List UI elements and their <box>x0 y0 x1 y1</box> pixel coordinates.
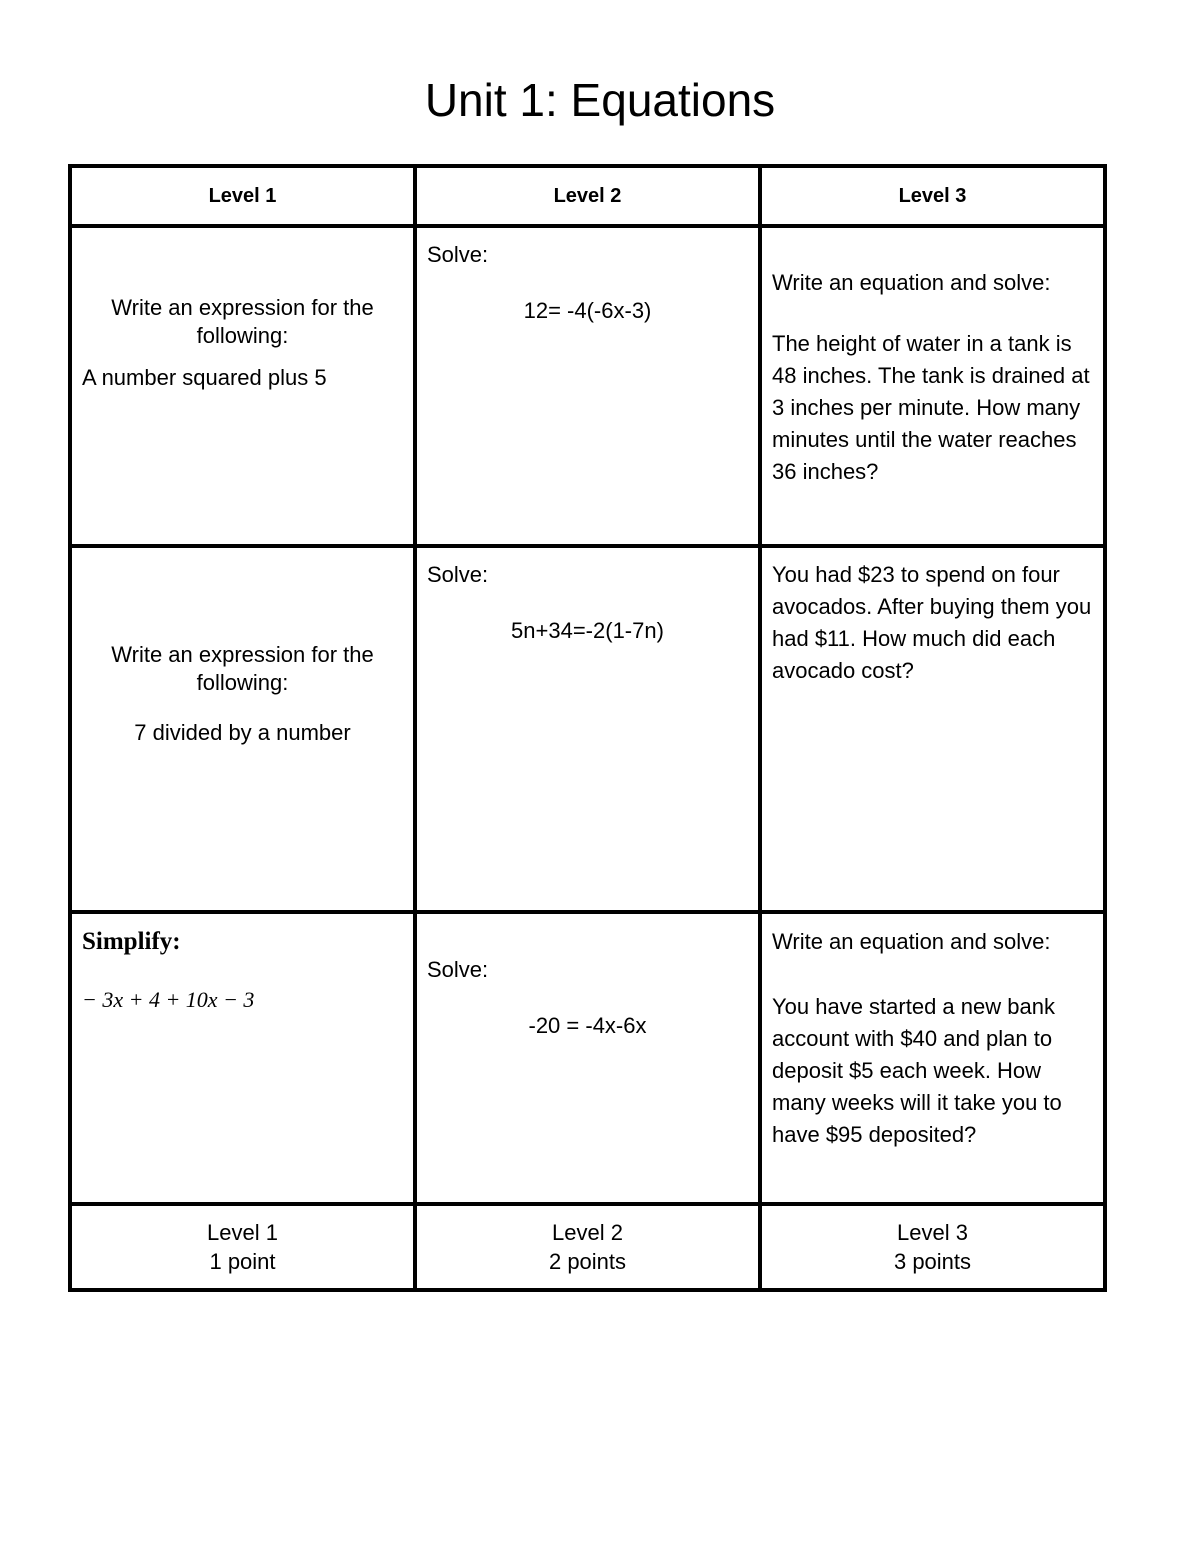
footer-points: 1 point <box>209 1249 276 1274</box>
solve-label: Solve: <box>427 957 489 982</box>
solve-label: Solve: <box>427 242 489 267</box>
table-row <box>70 226 1105 546</box>
footer-level-3 <box>760 1204 1105 1290</box>
header-level-3: Level 3 <box>760 166 1105 226</box>
expression-prompt: Write an expression for the following: <box>111 642 374 695</box>
cell-r3-level-3 <box>760 912 1105 1204</box>
header-level-2: Level 2 <box>415 166 760 226</box>
footer-points: 3 points <box>893 1249 972 1274</box>
expression-item: A number squared plus 5 <box>82 365 327 390</box>
footer-points: 2 points <box>548 1249 627 1274</box>
word-problem-intro: Write an equation and solve: <box>772 270 1051 295</box>
simplify-expression: − 3x + 4 + 10x − 3 <box>82 987 255 1012</box>
levels-table <box>68 164 1107 1292</box>
footer-level-2 <box>415 1204 760 1290</box>
expression-item: 7 divided by a number <box>134 720 351 745</box>
word-problem-intro: Write an equation and solve: <box>772 929 1051 954</box>
cell-r2-level-1 <box>70 546 415 912</box>
table-row <box>70 546 1105 912</box>
table-row <box>70 912 1105 1204</box>
cell-r3-level-1 <box>70 912 415 1204</box>
simplify-label: Simplify: <box>82 928 181 955</box>
cell-r1-level-3 <box>760 226 1105 546</box>
word-problem: The height of water in a tank is 48 inches. The tank is drained at 3 inches per minute. How many minutes until the water reaches 36 inches? <box>772 331 1090 484</box>
expression-prompt: Write an expression for the following: <box>111 295 374 348</box>
equation: 12= -4(-6x-3) <box>523 298 652 323</box>
cell-r1-level-2 <box>415 226 760 546</box>
header-level-1: Level 1 <box>70 166 415 226</box>
cell-r3-level-2 <box>415 912 760 1204</box>
footer-level-label: Level 3 <box>897 1220 968 1245</box>
cell-r2-level-3 <box>760 546 1105 912</box>
equation: 5n+34=-2(1-7n) <box>511 618 664 643</box>
equation: -20 = -4x-6x <box>528 1013 647 1038</box>
footer-row <box>70 1204 1105 1290</box>
word-problem: You have started a new bank account with $40 and plan to deposit $5 each week. How many weeks will it take you to have $95 deposited? <box>772 994 1062 1147</box>
solve-label: Solve: <box>427 562 489 587</box>
cell-r1-level-1 <box>70 226 415 546</box>
footer-level-1 <box>70 1204 415 1290</box>
cell-r2-level-2 <box>415 546 760 912</box>
page-title: Unit 1: Equations <box>424 74 776 126</box>
word-problem: You had $23 to spend on four avocados. After buying them you had $11. How much did each avocado cost? <box>772 562 1092 683</box>
footer-level-label: Level 1 <box>207 1220 278 1245</box>
header-row <box>70 166 1105 226</box>
footer-level-label: Level 2 <box>552 1220 623 1245</box>
